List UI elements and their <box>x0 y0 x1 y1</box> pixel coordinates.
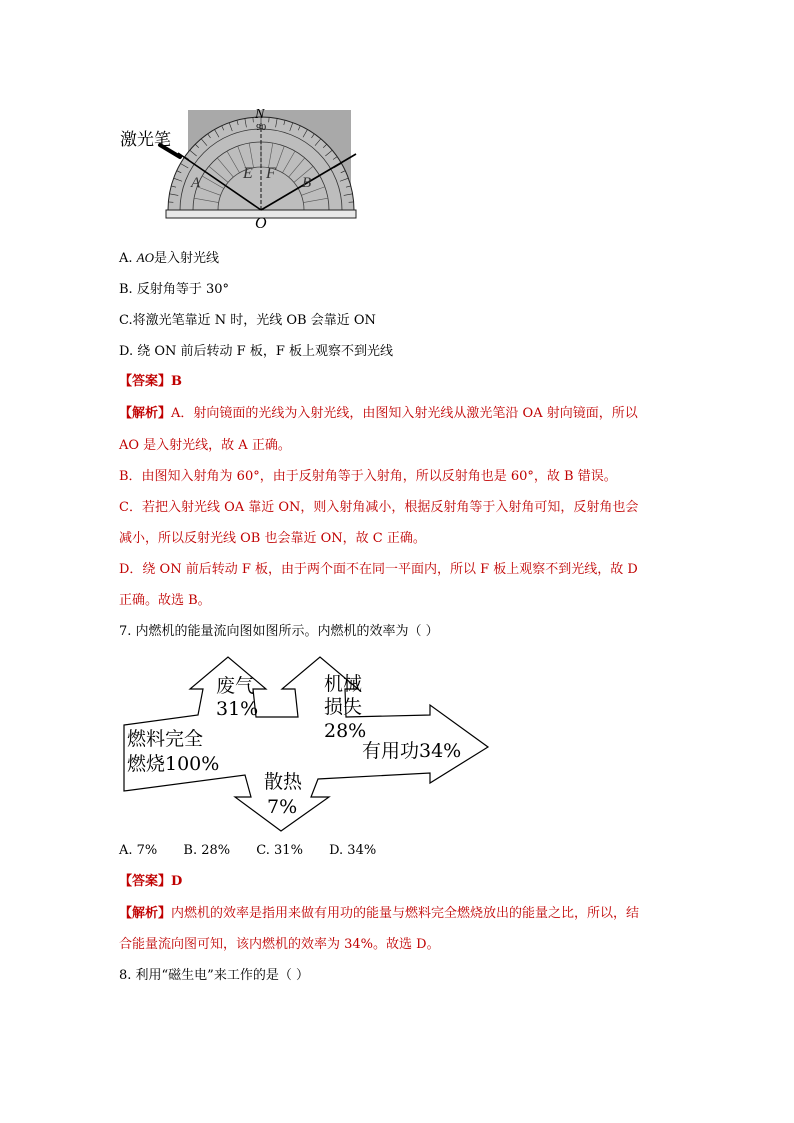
q6-answer <box>119 373 182 391</box>
q6-analysis-line-4: C．若把入射光线 OA 靠近 ON，则入射角减小，根据反射角等于入射角可知，反射角也会 <box>119 500 639 515</box>
q6-option-a[interactable] <box>119 249 219 268</box>
answer-value: B <box>171 374 183 389</box>
point-b-label: B <box>302 175 312 191</box>
q6-analysis-line-6: D．绕 ON 前后转动 F 板，由于两个面不在同一平面内，所以 F 板上观察不到光线，故 D <box>119 562 638 577</box>
analysis-text: 内燃机的效率是指用来做有用功的能量与燃料完全燃烧放出的能量之比，所以，结 <box>171 906 640 921</box>
q6-analysis-line-3: B．由图知入射角为 60°，由于反射角等于入射角，所以反射角也是 60°，故 B 错误。 <box>119 469 617 484</box>
laser-pen-label: 激光笔 <box>120 130 171 150</box>
answer-tag: 【答案】 <box>119 874 172 889</box>
option-text: 绕 ON 前后转动 F 板，F 板上观察不到光线 <box>137 344 393 359</box>
option-letter: D. <box>119 344 134 359</box>
point-o-label: O <box>255 215 267 232</box>
answer-value: D <box>171 874 183 889</box>
option-letter: A. <box>119 251 133 266</box>
q7-options <box>119 842 376 860</box>
q6-option-c[interactable] <box>119 312 376 330</box>
mechanical-loss-label-2: 损失 <box>324 696 363 718</box>
q6-analysis-line-2: AO 是入射光线，故 A 正确。 <box>119 438 291 453</box>
input-fuel-label-2: 燃烧100% <box>127 753 220 775</box>
q6-analysis-line-1 <box>119 405 638 423</box>
plate-e-label: E <box>243 165 253 182</box>
q7-answer <box>119 873 182 891</box>
protractor-figure <box>118 105 368 235</box>
option-letter: C. <box>119 313 133 328</box>
mechanical-loss-label-3: 28% <box>324 720 367 742</box>
useful-work-label: 有用功34% <box>362 740 462 762</box>
answer-tag: 【答案】 <box>119 374 172 389</box>
heat-loss-label-1: 散热 <box>264 771 303 793</box>
q7-option-b[interactable]: B. 28% <box>183 843 231 858</box>
normal-n-label: N <box>255 107 265 122</box>
analysis-text: A．射向镜面的光线为入射光线，由图知入射光线从激光笔沿 OA 射向镜面，所以 <box>171 406 638 421</box>
q7-option-a[interactable]: A. 7% <box>119 843 158 858</box>
option-text: 反射角等于 30° <box>136 282 230 297</box>
option-text: 将激光笔靠近 N 时，光线 OB 会靠近 ON <box>132 313 376 328</box>
analysis-tag: 【解析】 <box>119 406 172 421</box>
q6-option-d[interactable] <box>119 343 393 361</box>
point-a-label: A <box>191 175 201 191</box>
q7-analysis-line-1 <box>119 905 639 923</box>
exhaust-label-1: 废气 <box>216 675 255 697</box>
top-degree-label: 90 <box>256 123 267 132</box>
heat-loss-label-2: 7% <box>267 796 298 818</box>
q7-option-c[interactable]: C. 31% <box>256 843 303 858</box>
q7-stem: 7. 内燃机的能量流向图如图所示。内燃机的效率为（ ） <box>119 624 439 639</box>
q8-stem: 8. 利用“磁生电”来工作的是（ ） <box>119 968 309 983</box>
q6-analysis-line-7: 正确。故选 B。 <box>119 593 211 608</box>
q7-analysis-line-2: 合能量流向图可知，该内燃机的效率为 34%。故选 D。 <box>119 937 440 952</box>
input-fuel-label-1: 燃料完全 <box>127 728 204 750</box>
option-symbol: AO <box>136 250 155 265</box>
q6-option-b[interactable] <box>119 281 229 299</box>
energy-flow-diagram <box>118 655 498 833</box>
q7-option-d[interactable]: D. 34% <box>329 843 377 858</box>
analysis-tag: 【解析】 <box>119 906 172 921</box>
option-letter: B. <box>119 282 133 297</box>
exhaust-label-2: 31% <box>216 698 259 720</box>
q6-analysis-line-5: 减小，所以反射光线 OB 也会靠近 ON，故 C 正确。 <box>119 531 426 546</box>
plate-f-label: F <box>266 165 276 182</box>
option-text: 是入射光线 <box>154 251 220 266</box>
mechanical-loss-label-1: 机械 <box>324 673 363 695</box>
